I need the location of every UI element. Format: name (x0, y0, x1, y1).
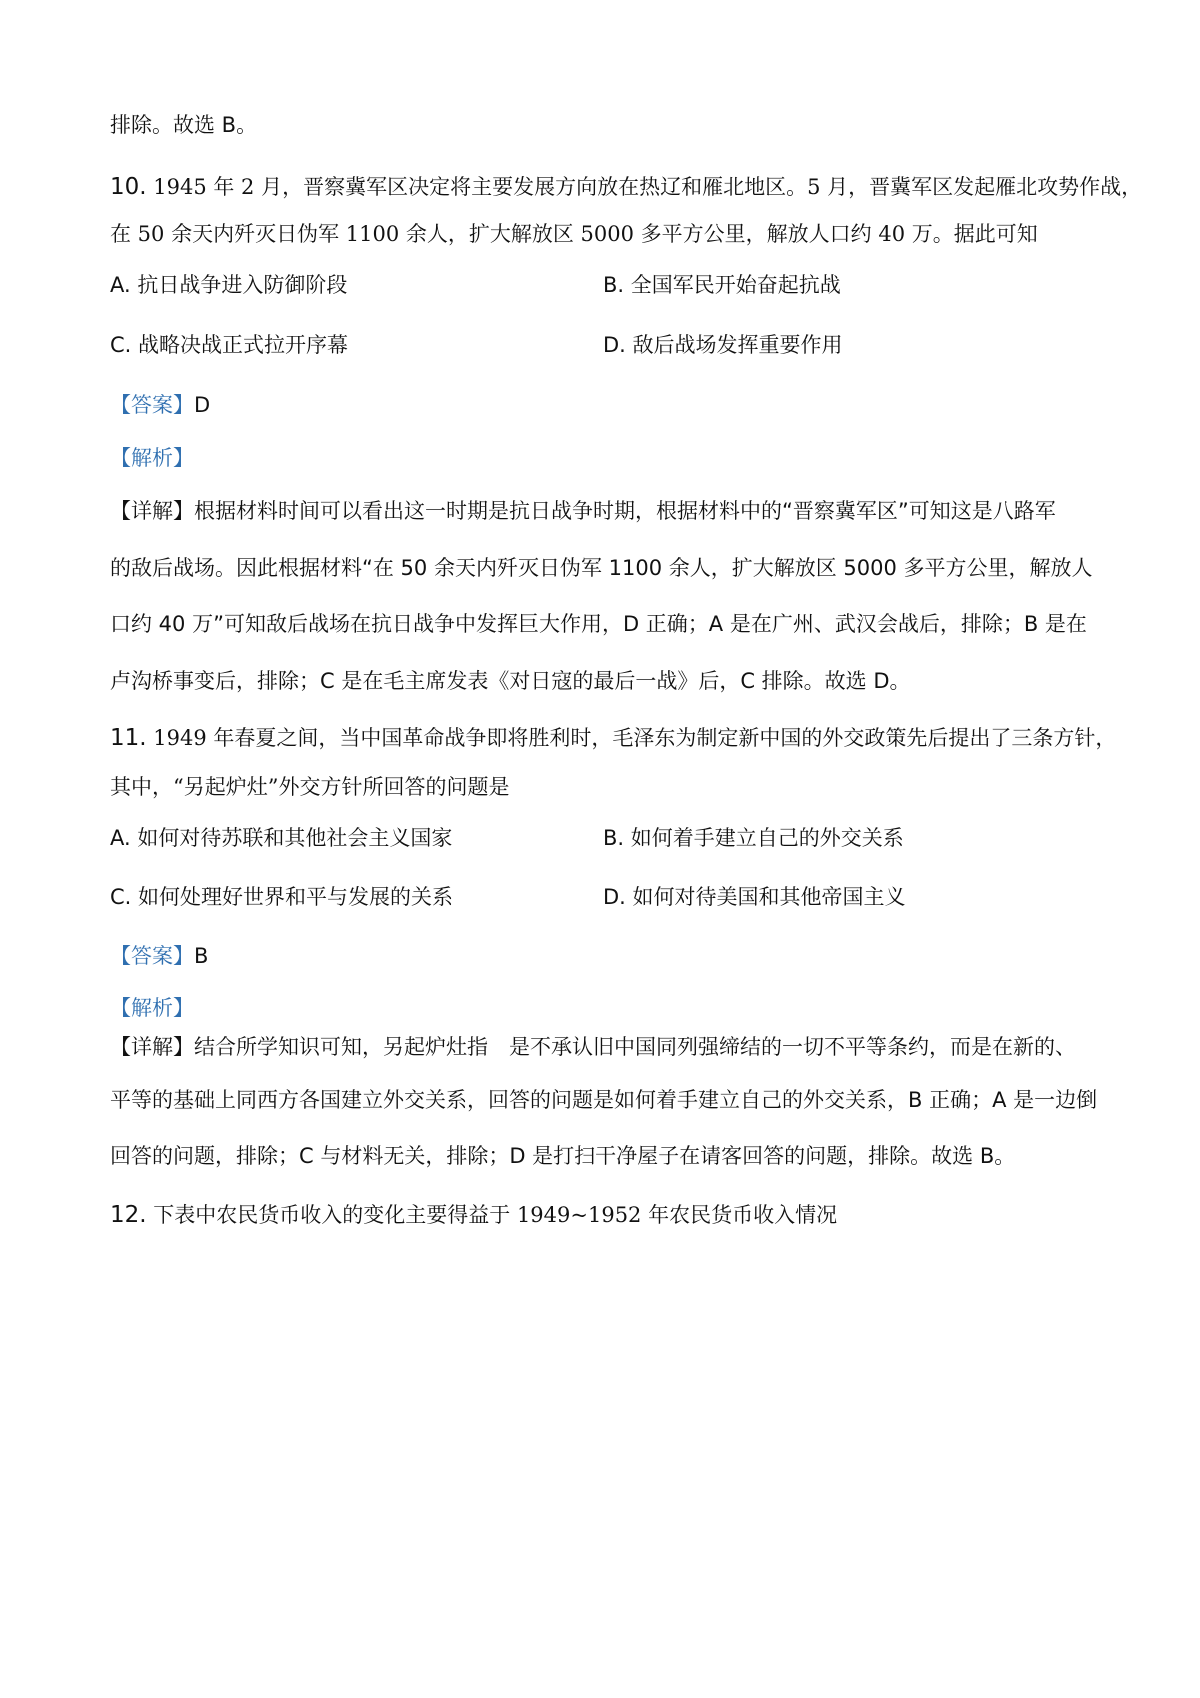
question-10-stem-line-1 (110, 172, 1142, 202)
option-label: D. (603, 885, 626, 909)
analysis-tag: 【解析】 (110, 446, 194, 470)
analysis-tag: 【解析】 (110, 996, 194, 1020)
option-text: 战略决战正式拉开序幕 (138, 333, 349, 357)
option-c (110, 882, 453, 912)
question-stem: 下表中农民货币收入的变化主要得益于 1949~1952 年农民货币收入情况 (153, 1203, 838, 1227)
option-label: A. (110, 273, 131, 297)
option-label: D. (603, 333, 626, 357)
question-10-stem-line-2: 在 50 余天内歼灭日伪军 1100 余人，扩大解放区 5000 多平方公里，解放人口约 40 万。据此可知 (110, 222, 1038, 246)
option-label: C. (110, 333, 132, 357)
option-d (603, 330, 843, 360)
question-number: 11. (110, 725, 147, 751)
answer-tag: 【答案】 (110, 944, 194, 968)
option-label: A. (110, 826, 131, 850)
option-text: 敌后战场发挥重要作用 (632, 333, 843, 357)
previous-answer-tail: 排除。故选 B。 (110, 113, 258, 137)
option-text: 抗日战争进入防御阶段 (137, 273, 348, 297)
option-label: C. (110, 885, 132, 909)
question-stem: 1945 年 2 月，晋察冀军区决定将主要发展方向放在热辽和雁北地区。5 月，晋冀军区发起雁北攻势作战， (153, 175, 1143, 199)
detail-line: 平等的基础上同西方各国建立外交关系，回答的问题是如何着手建立自己的外交关系，B 正确；A 是一边倒 (110, 1088, 1098, 1112)
option-text: 如何对待苏联和其他社会主义国家 (137, 826, 453, 850)
question-11-stem-line-1 (110, 723, 1116, 753)
option-d (603, 882, 906, 912)
option-text: 如何着手建立自己的外交关系 (630, 826, 904, 850)
question-number: 10. (110, 174, 147, 200)
detail-line: 【详解】结合所学知识可知，另起炉灶指 是不承认旧中国同列强缔结的一切不平等条约，而是在新的、 (110, 1035, 1076, 1059)
detail-line: 【详解】根据材料时间可以看出这一时期是抗日战争时期，根据材料中的“晋察冀军区”可知这是八路军 (110, 499, 1056, 523)
question-stem: 1949 年春夏之间，当中国革命战争即将胜利时，毛泽东为制定新中国的外交政策先后提出了三条方针， (153, 726, 1117, 750)
option-text: 如何处理好世界和平与发展的关系 (138, 885, 454, 909)
detail-line: 的敌后战场。因此根据材料“在 50 余天内歼灭日伪军 1100 余人，扩大解放区 5000 多平方公里，解放人 (110, 556, 1093, 580)
question-number: 12. (110, 1202, 147, 1228)
question-11-stem-line-2: 其中，“另起炉灶”外交方针所回答的问题是 (110, 775, 510, 799)
answer-tag: 【答案】 (110, 393, 194, 417)
detail-line: 回答的问题，排除；C 与材料无关，排除；D 是打扫干净屋子在请客回答的问题，排除。故选 B。 (110, 1144, 1016, 1168)
option-text: 全国军民开始奋起抗战 (630, 273, 841, 297)
detail-line: 口约 40 万”可知敌后战场在抗日战争中发挥巨大作用，D 正确；A 是在广州、武汉会战后，排除；B 是在 (110, 612, 1087, 636)
question-12-stem-line-1 (110, 1200, 837, 1230)
option-a (110, 270, 347, 300)
option-a (110, 823, 452, 853)
answer-line (110, 941, 208, 971)
answer-line (110, 390, 210, 420)
detail-line: 卢沟桥事变后，排除；C 是在毛主席发表《对日寇的最后一战》后，C 排除。故选 D。 (110, 669, 911, 693)
option-b (603, 270, 841, 300)
option-c (110, 330, 348, 360)
answer-value: B (194, 944, 209, 968)
answer-value: D (194, 393, 211, 417)
option-label: B. (603, 273, 625, 297)
option-text: 如何对待美国和其他帝国主义 (632, 885, 906, 909)
option-b (603, 823, 904, 853)
option-label: B. (603, 826, 625, 850)
